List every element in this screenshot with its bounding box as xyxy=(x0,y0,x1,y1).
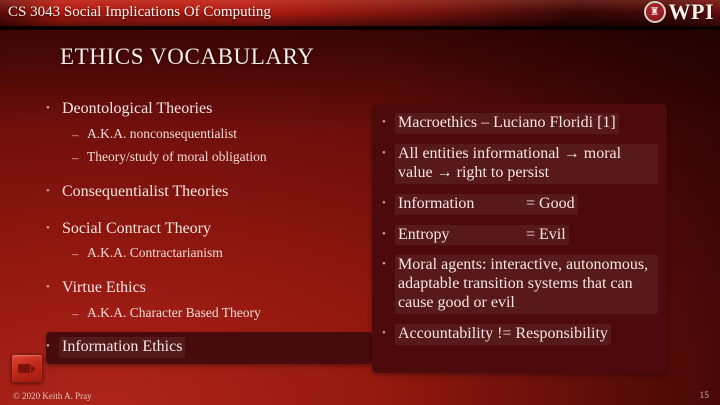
list-item xyxy=(46,183,372,202)
bullet-text: Consequentialist Theories xyxy=(62,182,229,200)
list-item-highlighted xyxy=(46,332,372,364)
list-item xyxy=(382,114,655,133)
list-item xyxy=(46,100,372,119)
wpi-logo-text: WPI xyxy=(668,0,714,24)
list-item xyxy=(382,226,655,245)
header-divider xyxy=(0,26,720,30)
term-value: = Good xyxy=(526,194,575,212)
header-bar xyxy=(0,0,720,26)
bullet-text: Social Contract Theory xyxy=(62,219,211,237)
dash-bullet-icon xyxy=(72,245,87,260)
term-value: = Evil xyxy=(526,225,566,243)
copyright-text: © 2020 Keith A. Pray xyxy=(13,391,92,401)
video-camera-icon xyxy=(18,364,36,373)
bullet-text: A.K.A. Contractarianism xyxy=(87,245,223,261)
list-item xyxy=(46,279,372,298)
bullet-dot-icon xyxy=(46,100,62,114)
bullet-text: Accountability != Responsibility xyxy=(395,324,611,345)
list-subitem xyxy=(46,305,372,321)
bullet-dot-icon xyxy=(46,220,62,234)
right-bullet-panel xyxy=(372,104,667,373)
list-subitem xyxy=(46,245,372,261)
dash-bullet-icon xyxy=(72,305,87,320)
page-number: 15 xyxy=(699,391,709,401)
course-title: CS 3043 Social Implications Of Computing xyxy=(8,3,271,20)
dash-bullet-icon xyxy=(72,149,87,164)
bullet-dot-icon xyxy=(46,279,62,293)
bullet-text: Moral agents: interactive, autonomous, adaptable transition systems that can cause good or evil xyxy=(395,255,658,314)
term-label: Information xyxy=(398,194,475,212)
term-label: Entropy xyxy=(398,225,450,243)
bullet-dot-icon xyxy=(46,183,62,197)
list-item xyxy=(382,256,655,313)
page-title: ETHICS VOCABULARY xyxy=(60,44,315,69)
tower-glyph: ♜ xyxy=(649,5,660,18)
list-item xyxy=(46,220,372,239)
bullet-text: A.K.A. Character Based Theory xyxy=(87,305,261,321)
bullet-text: A.K.A. nonconsequentialist xyxy=(87,125,237,141)
list-subitem xyxy=(46,126,372,142)
bullet-text xyxy=(395,194,578,215)
left-bullet-list xyxy=(46,100,372,364)
bullet-text xyxy=(395,225,569,246)
bullet-text: Theory/study of moral obligation xyxy=(87,148,267,164)
bullet-text: Virtue Ethics xyxy=(62,279,146,297)
list-item xyxy=(382,195,655,214)
bullet-text: Deontological Theories xyxy=(62,100,213,117)
list-item xyxy=(382,145,655,183)
wpi-shield-icon xyxy=(644,1,666,23)
wpi-logo xyxy=(644,0,715,25)
bullet-text: Information Ethics xyxy=(59,337,185,358)
list-item xyxy=(382,325,655,344)
bullet-text: Macroethics – Luciano Floridi [1] xyxy=(395,113,619,134)
list-subitem xyxy=(46,149,372,165)
dash-bullet-icon xyxy=(72,126,87,141)
video-camera-button[interactable] xyxy=(11,354,43,383)
bullet-text: All entities informational → moral value → right to persist xyxy=(395,144,658,184)
